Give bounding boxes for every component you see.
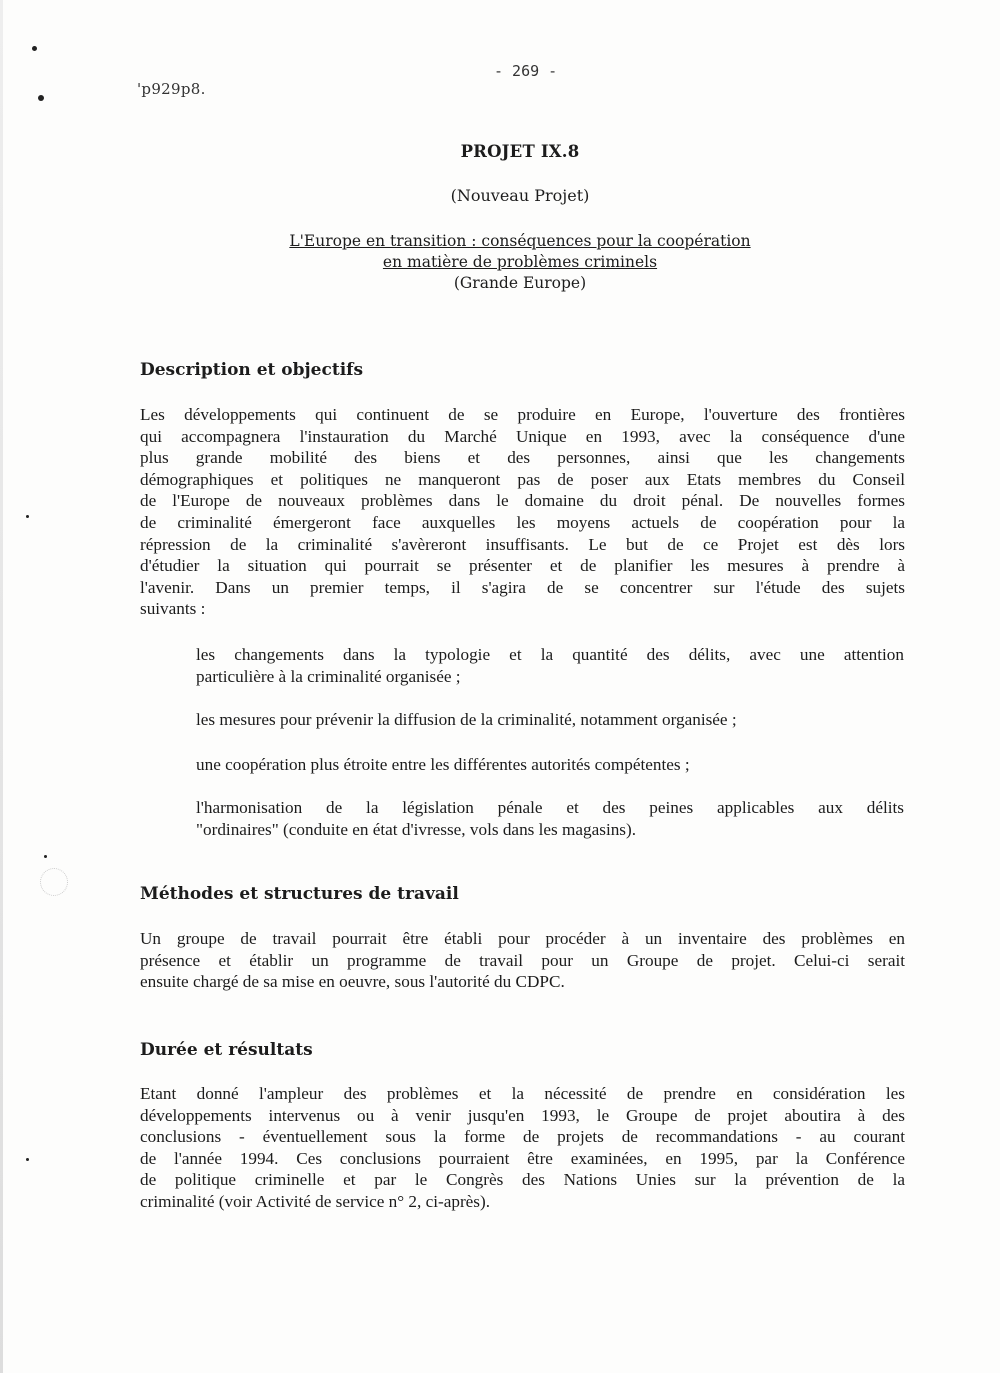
list-item-line: les changements dans la typologie et la quantité des délits, avec une attention: [196, 645, 904, 664]
paragraph-line: démographiques et politiques ne manqueront pas de poser aux Etats membres du Conseil: [140, 469, 905, 489]
section-paragraph-methods: [140, 928, 905, 993]
list-item-line: "ordinaires" (conduite en état d'ivresse, vols dans les magasins).: [196, 819, 637, 839]
list-item-line: particulière à la criminalité organisée ;: [196, 666, 461, 686]
scan-speck: [26, 1158, 29, 1161]
list-item: [196, 644, 904, 687]
paragraph-line: répression de la criminalité s'avèreront insuffisants. Le but de ce Projet est dès lors: [140, 534, 905, 554]
section-heading-methods: Méthodes et structures de travail: [140, 884, 459, 904]
paragraph-line: criminalité (voir Activité de service n° 2, ci-après).: [140, 1191, 491, 1211]
paragraph-line: d'étudier la situation qui pourrait se présenter et de planifier les mesures à prendre à: [140, 556, 905, 576]
section-heading-description: Description et objectifs: [140, 360, 364, 380]
section-heading-duration: Durée et résultats: [140, 1040, 313, 1060]
paragraph-line: plus grande mobilité des biens et des personnes, ainsi que les changements: [140, 448, 905, 468]
scan-edge: [0, 0, 3, 1373]
paragraph-line: Etant donné l'ampleur des problèmes et la nécessité de prendre en considération les: [140, 1084, 905, 1103]
project-subtitle: (Nouveau Projet): [450, 186, 590, 205]
scan-speck: [26, 515, 29, 518]
project-heading: [0, 231, 1000, 294]
paragraph-line: Les développements qui continuent de se produire en Europe, l'ouverture des frontières: [140, 405, 905, 424]
paragraph-line: de politique criminelle et par le Congrès des Nations Unies sur la prévention de la: [140, 1170, 905, 1190]
paragraph-line: présence et établir un programme de travail pour un Groupe de projet. Celui-ci serait: [140, 950, 905, 970]
paragraph-line: conclusions - éventuellement sous la forme de projets de recommandations - au courant: [140, 1127, 905, 1147]
punch-hole-mark: [40, 868, 68, 896]
list-item-line: l'harmonisation de la législation pénale et des peines applicables aux délits: [196, 798, 904, 817]
list-item-line: les mesures pour prévenir la diffusion de la criminalité, notamment organisée ;: [196, 710, 737, 729]
document-reference: 'p929p8.: [137, 80, 206, 98]
list-item: [196, 797, 904, 840]
list-item-line: une coopération plus étroite entre les différentes autorités compétentes ;: [196, 755, 690, 774]
section-paragraph-description: [140, 404, 905, 620]
project-title: PROJET IX.8: [460, 142, 580, 161]
paragraph-line: ensuite chargé de sa mise en oeuvre, sous l'autorité du CDPC.: [140, 972, 565, 992]
section-paragraph-duration: [140, 1083, 905, 1213]
page-number: - 269 -: [494, 62, 558, 80]
project-heading-line-2: en matière de problèmes criminels: [382, 253, 658, 271]
list-item: [196, 754, 904, 776]
project-heading-line-1: L'Europe en transition : conséquences pour la coopération: [289, 232, 751, 250]
paragraph-line: qui accompagnera l'instauration du Marché Unique en 1993, avec la conséquence d'une: [140, 426, 905, 446]
project-scope: (Grande Europe): [453, 274, 587, 292]
scan-speck: [38, 95, 44, 101]
paragraph-line: développements intervenus ou à venir jusqu'en 1993, le Groupe de projet aboutira à des: [140, 1105, 905, 1125]
paragraph-line: de criminalité émergeront face auxquelles les moyens actuels de coopération pour la: [140, 512, 905, 532]
scan-speck: [44, 855, 47, 858]
paragraph-line: de l'année 1994. Ces conclusions pourraient être examinées, en 1995, par la Conférence: [140, 1148, 905, 1168]
paragraph-line: de l'Europe de nouveaux problèmes dans le domaine du droit pénal. De nouvelles formes: [140, 491, 905, 511]
list-item: [196, 709, 904, 731]
paragraph-line: Un groupe de travail pourrait être établi pour procéder à un inventaire des problèmes en: [140, 929, 905, 948]
paragraph-line: suivants :: [140, 599, 206, 619]
paragraph-line: l'avenir. Dans un premier temps, il s'agira de se concentrer sur l'étude des sujets: [140, 577, 905, 597]
scan-speck: [32, 46, 37, 51]
